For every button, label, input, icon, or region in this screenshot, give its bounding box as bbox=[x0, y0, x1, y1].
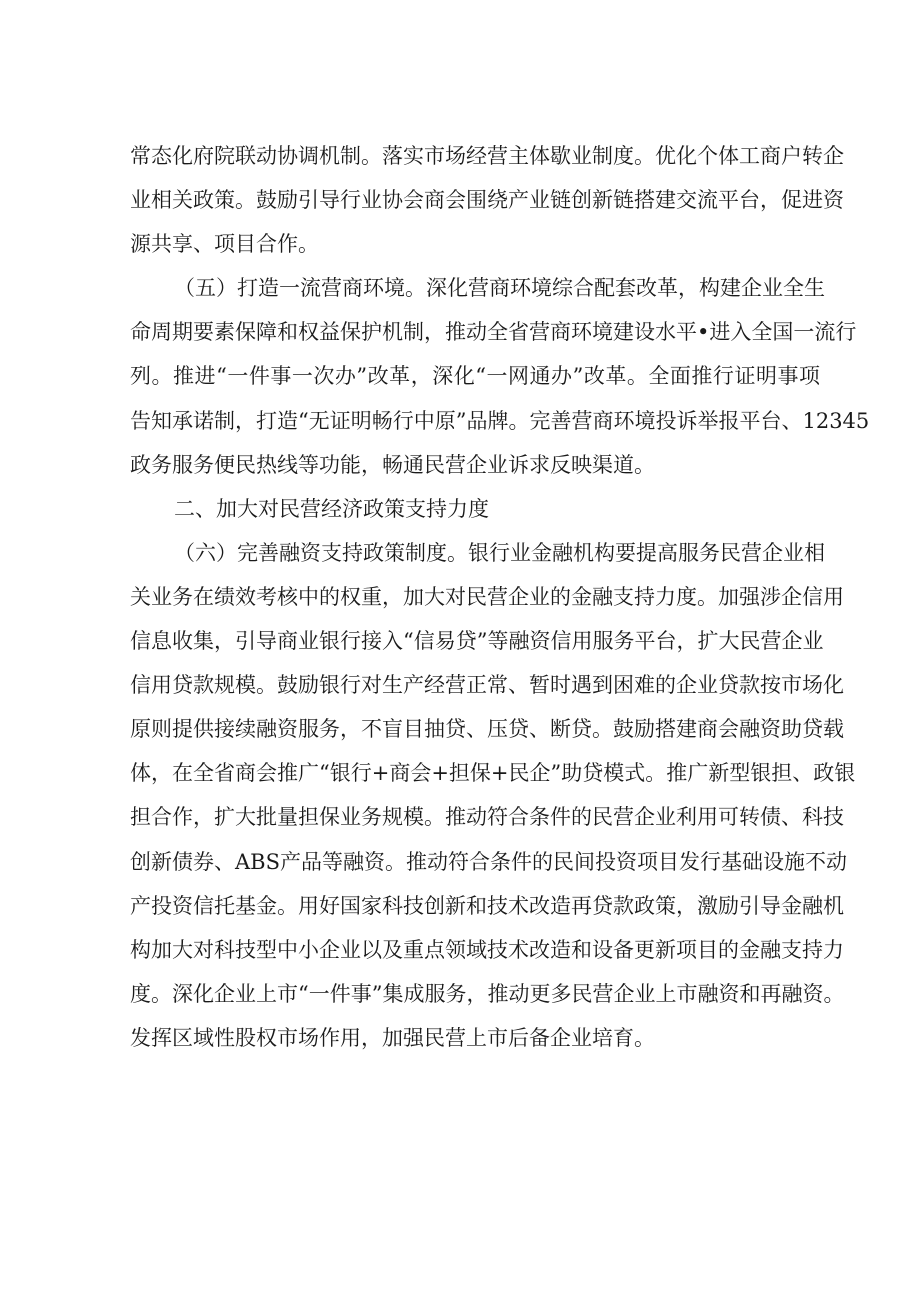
paragraph-line: 命周期要素保障和权益保护机制，推动全省营商环境建设水平•进入全国一流行 bbox=[130, 320, 857, 345]
paragraph-line: 业相关政策。鼓励引导行业协会商会围绕产业链创新链搭建交流平台，促进资 bbox=[130, 188, 844, 213]
paragraph-line: 信用贷款规模。鼓励银行对生产经营正常、暂时遇到困难的企业贷款按市场化 bbox=[130, 673, 844, 698]
paragraph-line: （六）完善融资支持政策制度。银行业金融机构要提高服务民营企业相 bbox=[174, 540, 825, 565]
paragraph-3 bbox=[130, 531, 856, 1060]
paragraph-line: 度。深化企业上市“一件事”集成服务，推动更多民营企业上市融资和再融资。 bbox=[130, 981, 845, 1006]
paragraph-line: 体，在全省商会推广“银行+商会+担保+民企”助贷模式。推广新型银担、政银 bbox=[130, 761, 856, 786]
paragraph-line: 产投资信托基金。用好国家科技创新和技术改造再贷款政策，激励引导金融机 bbox=[130, 893, 844, 918]
paragraph-1 bbox=[130, 134, 844, 266]
paragraph-line: （五）打造一流营商环境。深化营商环境综合配套改革，构建企业全生 bbox=[174, 276, 825, 301]
paragraph-line: 源共享、项目合作。 bbox=[130, 232, 319, 257]
paragraph-line: 担合作，扩大批量担保业务规模。推动符合条件的民营企业利用可转债、科技 bbox=[130, 805, 844, 830]
paragraph-line: 原则提供接续融资服务，不盲目抽贷、压贷、断贷。鼓励搭建商会融资助贷载 bbox=[130, 717, 844, 742]
paragraph-line: 列。推进“一件事一次办”改革，深化“一网通办”改革。全面推行证明事项 bbox=[130, 364, 820, 389]
paragraph-line: 告知承诺制，打造“无证明畅行中原”品牌。完善营商环境投诉举报平台、12345 bbox=[130, 408, 870, 433]
paragraph-line: 信息收集，引导商业银行接入“信易贷”等融资信用服务平台，扩大民营企业 bbox=[130, 629, 824, 654]
paragraph-2 bbox=[130, 266, 870, 486]
paragraph-line: 创新债券、ABS产品等融资。推动符合条件的民间投资项目发行基础设施不动 bbox=[130, 849, 847, 874]
paragraph-line: 发挥区域性股权市场作用，加强民营上市后备企业培育。 bbox=[130, 1025, 655, 1050]
paragraph-line: 政务服务便民热线等功能，畅通民营企业诉求反映渠道。 bbox=[130, 452, 655, 477]
paragraph-line: 关业务在绩效考核中的权重，加大对民营企业的金融支持力度。加强涉企信用 bbox=[130, 584, 844, 609]
paragraph-line: 常态化府院联动协调机制。落实市场经营主体歇业制度。优化个体工商户转企 bbox=[130, 144, 844, 168]
section-heading: 二、加大对民营经济政策支持力度 bbox=[174, 496, 489, 521]
paragraph-line: 构加大对科技型中小企业以及重点领域技术改造和设备更新项目的金融支持力 bbox=[130, 937, 844, 962]
document-body bbox=[130, 134, 870, 1060]
